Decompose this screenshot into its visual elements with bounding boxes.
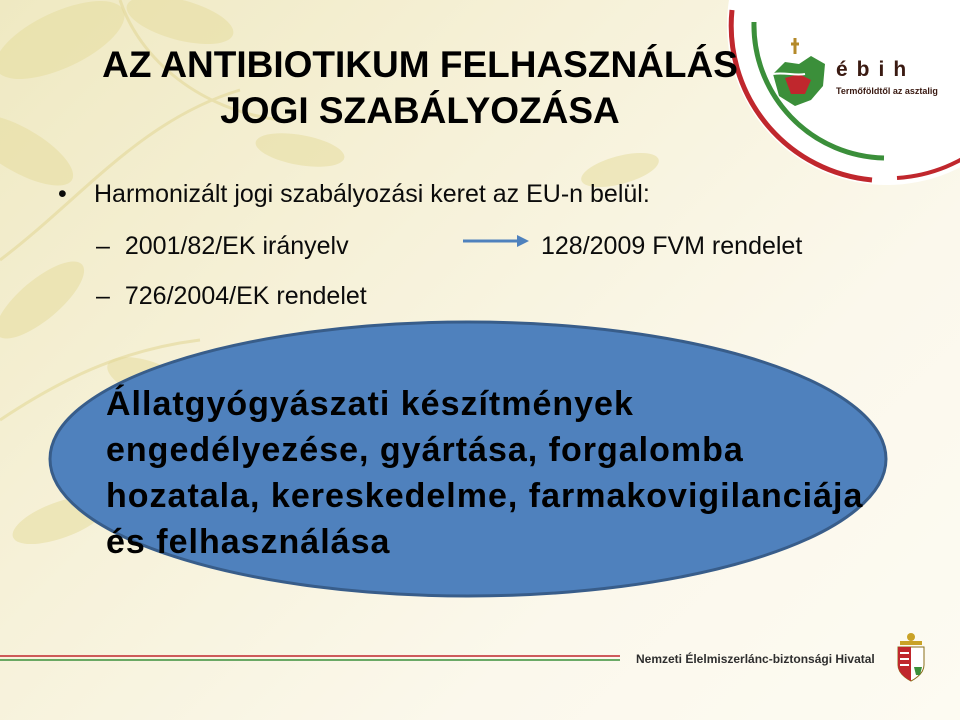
- ellipse-line: Állatgyógyászati készítmények: [106, 385, 634, 423]
- ellipse-line: és felhasználása: [106, 523, 391, 561]
- coat-of-arms-icon: [894, 631, 928, 683]
- sub-item-label: 726/2004/EK rendelet: [124, 282, 367, 310]
- footer-agency-name: Nemzeti Élelmiszerlánc-biztonsági Hivatal: [636, 652, 875, 666]
- bullet-item: [58, 180, 650, 209]
- sub-item-regulation: [96, 282, 367, 311]
- sub-item-label: 2001/82/EK irányelv: [124, 232, 349, 260]
- title-line-1: AZ ANTIBIOTIKUM FELHASZNÁLÁS: [102, 44, 738, 85]
- logo-brand-text: ébih: [836, 58, 916, 81]
- arrow-target-text: 128/2009 FVM rendelet: [541, 232, 803, 260]
- logo-tagline: Termőföldtől az asztalig: [836, 86, 938, 96]
- ellipse-line: hozatala, kereskedelme, farmakovigilanciája: [106, 477, 864, 515]
- bullet-dot-icon: •: [58, 180, 67, 208]
- ellipse-text: [106, 381, 906, 565]
- slide-title: [60, 42, 780, 134]
- title-line-2: JOGI SZABÁLYOZÁSA: [220, 90, 620, 131]
- sub-item-dash: –: [96, 282, 110, 310]
- bullet-text: Harmonizált jogi szabályozási keret az EU-n belül:: [94, 180, 650, 208]
- right-arrow-icon: [463, 233, 529, 249]
- ellipse-line: engedélyezése, gyártása, forgalomba: [106, 431, 744, 469]
- sub-item-dash: –: [96, 232, 110, 260]
- sub-item-directive: [96, 232, 349, 261]
